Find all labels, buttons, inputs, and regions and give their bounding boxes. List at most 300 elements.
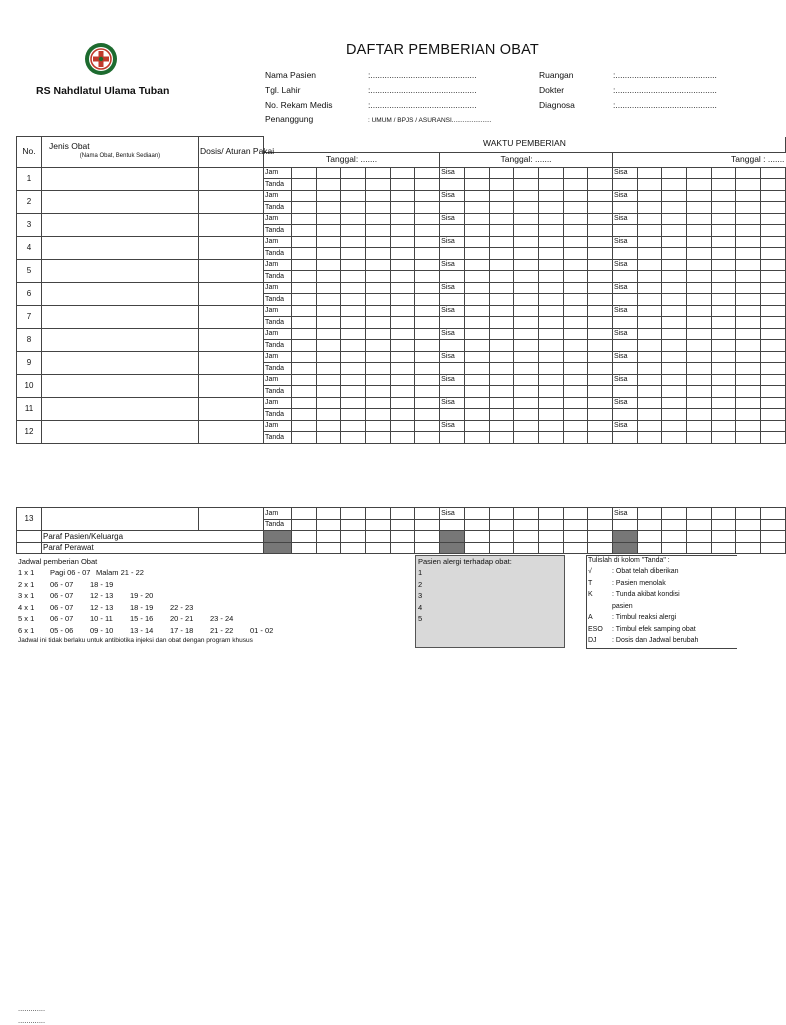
tanda-cell[interactable] — [637, 179, 662, 191]
tanda-cell[interactable] — [415, 409, 440, 421]
jam-cell[interactable] — [711, 328, 736, 340]
jam-cell[interactable] — [514, 351, 539, 363]
tanda-cell[interactable] — [415, 294, 440, 306]
jam-cell[interactable] — [637, 213, 662, 225]
jam-cell[interactable] — [489, 508, 514, 520]
tanda-cell[interactable] — [612, 519, 637, 531]
paraf-cell[interactable] — [662, 542, 687, 554]
jam-cell[interactable] — [761, 351, 786, 363]
jam-cell[interactable] — [761, 259, 786, 271]
jam-cell[interactable] — [464, 420, 489, 432]
jam-cell[interactable] — [538, 305, 563, 317]
paraf-cell[interactable] — [292, 542, 317, 554]
allergy-item[interactable]: 5 — [418, 614, 423, 623]
tanda-cell[interactable] — [464, 294, 489, 306]
jam-cell[interactable] — [662, 282, 687, 294]
tanda-cell[interactable] — [464, 317, 489, 329]
jam-cell[interactable] — [464, 282, 489, 294]
jam-cell[interactable] — [514, 213, 539, 225]
field-value-penanggung[interactable]: : UMUM / BPJS / ASURANSI...................... — [368, 117, 492, 124]
tanda-cell[interactable] — [366, 202, 391, 214]
field-value-dokter[interactable]: :........................................... — [613, 85, 717, 95]
jam-cell[interactable] — [563, 508, 588, 520]
jam-cell[interactable] — [563, 213, 588, 225]
tanda-cell[interactable] — [415, 271, 440, 283]
jam-cell[interactable] — [711, 351, 736, 363]
dose-cell[interactable] — [199, 190, 264, 213]
jam-cell[interactable] — [687, 420, 712, 432]
tanda-cell[interactable] — [390, 202, 415, 214]
jam-cell[interactable] — [292, 190, 317, 202]
paraf-cell[interactable] — [514, 531, 539, 543]
jam-cell[interactable] — [366, 351, 391, 363]
drug-name-cell[interactable] — [42, 351, 199, 374]
paraf-cell[interactable] — [711, 531, 736, 543]
jam-cell[interactable] — [662, 328, 687, 340]
jam-cell[interactable] — [415, 236, 440, 248]
jam-cell[interactable] — [563, 282, 588, 294]
tanda-cell[interactable] — [761, 317, 786, 329]
jam-cell[interactable] — [415, 328, 440, 340]
drug-name-cell[interactable] — [42, 305, 199, 328]
tanda-cell[interactable] — [761, 432, 786, 444]
drug-name-cell[interactable] — [42, 397, 199, 420]
dose-cell[interactable] — [199, 259, 264, 282]
jam-cell[interactable] — [489, 397, 514, 409]
tanda-cell[interactable] — [612, 363, 637, 375]
tanda-cell[interactable] — [489, 340, 514, 352]
jam-cell[interactable] — [563, 259, 588, 271]
dose-cell[interactable] — [199, 420, 264, 443]
jam-cell[interactable] — [464, 508, 489, 520]
tanda-cell[interactable] — [538, 179, 563, 191]
tanda-cell[interactable] — [489, 386, 514, 398]
dose-cell[interactable] — [199, 508, 264, 531]
tanda-cell[interactable] — [440, 294, 465, 306]
tanda-cell[interactable] — [637, 202, 662, 214]
drug-name-cell[interactable] — [42, 420, 199, 443]
jam-cell[interactable] — [736, 508, 761, 520]
jam-cell[interactable] — [637, 259, 662, 271]
tanda-cell[interactable] — [489, 519, 514, 531]
jam-cell[interactable] — [341, 282, 366, 294]
tanda-cell[interactable] — [588, 432, 613, 444]
tanda-cell[interactable] — [588, 409, 613, 421]
drug-name-cell[interactable] — [42, 213, 199, 236]
jam-cell[interactable] — [489, 305, 514, 317]
jam-cell[interactable] — [390, 167, 415, 179]
tanda-cell[interactable] — [440, 271, 465, 283]
paraf-cell[interactable] — [489, 531, 514, 543]
tanda-cell[interactable] — [662, 363, 687, 375]
tanda-cell[interactable] — [687, 432, 712, 444]
dose-cell[interactable] — [199, 282, 264, 305]
tanda-cell[interactable] — [440, 340, 465, 352]
jam-cell[interactable] — [415, 351, 440, 363]
tanda-cell[interactable] — [366, 363, 391, 375]
tanda-cell[interactable] — [761, 386, 786, 398]
tanda-cell[interactable] — [440, 519, 465, 531]
jam-cell[interactable] — [489, 328, 514, 340]
jam-cell[interactable] — [637, 167, 662, 179]
tanda-cell[interactable] — [588, 340, 613, 352]
tanda-cell[interactable] — [489, 294, 514, 306]
tanda-cell[interactable] — [736, 363, 761, 375]
tanda-cell[interactable] — [341, 271, 366, 283]
paraf-cell[interactable] — [415, 531, 440, 543]
tanda-cell[interactable] — [292, 271, 317, 283]
tanda-cell[interactable] — [316, 225, 341, 237]
tanda-cell[interactable] — [514, 363, 539, 375]
jam-cell[interactable] — [662, 351, 687, 363]
jam-cell[interactable] — [366, 282, 391, 294]
tanda-cell[interactable] — [588, 179, 613, 191]
tanda-cell[interactable] — [316, 179, 341, 191]
jam-cell[interactable] — [366, 236, 391, 248]
jam-cell[interactable] — [514, 259, 539, 271]
jam-cell[interactable] — [415, 282, 440, 294]
paraf-cell[interactable] — [563, 542, 588, 554]
jam-cell[interactable] — [563, 167, 588, 179]
tanda-cell[interactable] — [612, 432, 637, 444]
jam-cell[interactable] — [538, 190, 563, 202]
tanda-cell[interactable] — [563, 432, 588, 444]
tanda-cell[interactable] — [538, 432, 563, 444]
allergy-item[interactable]: 3 — [418, 591, 423, 600]
tanda-cell[interactable] — [440, 363, 465, 375]
tanda-cell[interactable] — [440, 179, 465, 191]
jam-cell[interactable] — [687, 167, 712, 179]
tanda-cell[interactable] — [415, 432, 440, 444]
tanda-cell[interactable] — [316, 409, 341, 421]
tanda-cell[interactable] — [440, 409, 465, 421]
drug-name-cell[interactable] — [42, 259, 199, 282]
paraf-cell[interactable] — [687, 542, 712, 554]
tanda-cell[interactable] — [390, 519, 415, 531]
jam-cell[interactable] — [662, 167, 687, 179]
field-value-tgl-lahir[interactable]: :............................................. — [368, 85, 477, 95]
tanda-cell[interactable] — [563, 409, 588, 421]
jam-cell[interactable] — [637, 351, 662, 363]
tanda-cell[interactable] — [761, 363, 786, 375]
tanda-cell[interactable] — [489, 363, 514, 375]
tanda-cell[interactable] — [612, 202, 637, 214]
tanda-cell[interactable] — [588, 363, 613, 375]
tanda-cell[interactable] — [588, 248, 613, 260]
tanda-cell[interactable] — [366, 225, 391, 237]
jam-cell[interactable] — [637, 236, 662, 248]
jam-cell[interactable] — [637, 508, 662, 520]
tanda-cell[interactable] — [366, 248, 391, 260]
tanda-cell[interactable] — [711, 225, 736, 237]
tanda-cell[interactable] — [637, 432, 662, 444]
tanda-cell[interactable] — [563, 363, 588, 375]
paraf-cell[interactable] — [341, 531, 366, 543]
jam-cell[interactable] — [538, 328, 563, 340]
tanda-cell[interactable] — [637, 409, 662, 421]
jam-cell[interactable] — [687, 351, 712, 363]
jam-cell[interactable] — [390, 397, 415, 409]
tanda-cell[interactable] — [563, 519, 588, 531]
tanda-cell[interactable] — [489, 225, 514, 237]
tanda-cell[interactable] — [538, 294, 563, 306]
tanda-cell[interactable] — [538, 519, 563, 531]
jam-cell[interactable] — [538, 508, 563, 520]
tanda-cell[interactable] — [390, 179, 415, 191]
tanda-cell[interactable] — [316, 340, 341, 352]
tanda-cell[interactable] — [316, 248, 341, 260]
tanda-cell[interactable] — [711, 409, 736, 421]
tanda-cell[interactable] — [662, 386, 687, 398]
jam-cell[interactable] — [761, 167, 786, 179]
tanda-cell[interactable] — [736, 317, 761, 329]
tanda-cell[interactable] — [415, 225, 440, 237]
tanda-cell[interactable] — [662, 409, 687, 421]
tanda-cell[interactable] — [687, 225, 712, 237]
jam-cell[interactable] — [390, 351, 415, 363]
tanda-cell[interactable] — [464, 225, 489, 237]
tanda-cell[interactable] — [612, 179, 637, 191]
tanda-cell[interactable] — [736, 432, 761, 444]
tanda-cell[interactable] — [612, 248, 637, 260]
tanda-cell[interactable] — [711, 317, 736, 329]
jam-cell[interactable] — [341, 420, 366, 432]
tanda-cell[interactable] — [687, 317, 712, 329]
tanda-cell[interactable] — [489, 317, 514, 329]
jam-cell[interactable] — [588, 397, 613, 409]
jam-cell[interactable] — [292, 282, 317, 294]
tanda-cell[interactable] — [390, 432, 415, 444]
tanda-cell[interactable] — [390, 225, 415, 237]
tanda-cell[interactable] — [637, 386, 662, 398]
tanda-cell[interactable] — [736, 386, 761, 398]
tanda-cell[interactable] — [415, 202, 440, 214]
tanda-cell[interactable] — [464, 179, 489, 191]
jam-cell[interactable] — [464, 305, 489, 317]
jam-cell[interactable] — [316, 236, 341, 248]
jam-cell[interactable] — [687, 305, 712, 317]
tanda-cell[interactable] — [711, 248, 736, 260]
jam-cell[interactable] — [563, 328, 588, 340]
tanda-cell[interactable] — [514, 519, 539, 531]
tanda-cell[interactable] — [316, 202, 341, 214]
jam-cell[interactable] — [662, 374, 687, 386]
jam-cell[interactable] — [563, 190, 588, 202]
jam-cell[interactable] — [711, 282, 736, 294]
jam-cell[interactable] — [292, 420, 317, 432]
jam-cell[interactable] — [761, 190, 786, 202]
tanda-cell[interactable] — [588, 386, 613, 398]
jam-cell[interactable] — [341, 190, 366, 202]
tanda-cell[interactable] — [637, 225, 662, 237]
tanda-cell[interactable] — [514, 271, 539, 283]
jam-cell[interactable] — [390, 508, 415, 520]
tanda-cell[interactable] — [341, 202, 366, 214]
tanda-cell[interactable] — [736, 225, 761, 237]
tanda-cell[interactable] — [687, 202, 712, 214]
jam-cell[interactable] — [292, 305, 317, 317]
jam-cell[interactable] — [366, 167, 391, 179]
tanda-cell[interactable] — [390, 340, 415, 352]
tanda-cell[interactable] — [415, 317, 440, 329]
drug-name-cell[interactable] — [42, 374, 199, 397]
paraf-cell[interactable] — [588, 531, 613, 543]
jam-cell[interactable] — [761, 282, 786, 294]
jam-cell[interactable] — [292, 167, 317, 179]
tanda-cell[interactable] — [464, 386, 489, 398]
tanda-cell[interactable] — [440, 225, 465, 237]
tanda-cell[interactable] — [538, 340, 563, 352]
field-value-diagnosa[interactable]: :........................................... — [613, 100, 717, 110]
tanda-cell[interactable] — [637, 294, 662, 306]
jam-cell[interactable] — [687, 328, 712, 340]
tanda-cell[interactable] — [514, 294, 539, 306]
allergy-item[interactable]: 1 — [418, 568, 423, 577]
jam-cell[interactable] — [316, 397, 341, 409]
jam-cell[interactable] — [662, 259, 687, 271]
jam-cell[interactable] — [514, 397, 539, 409]
tanda-cell[interactable] — [341, 294, 366, 306]
jam-cell[interactable] — [711, 259, 736, 271]
tanda-cell[interactable] — [341, 519, 366, 531]
jam-cell[interactable] — [662, 508, 687, 520]
tanda-cell[interactable] — [637, 317, 662, 329]
paraf-cell[interactable] — [637, 531, 662, 543]
paraf-cell[interactable] — [736, 531, 761, 543]
tanda-cell[interactable] — [711, 386, 736, 398]
jam-cell[interactable] — [736, 213, 761, 225]
tanda-cell[interactable] — [415, 363, 440, 375]
date-header-1[interactable]: Tanggal: ....... — [264, 152, 440, 167]
tanda-cell[interactable] — [292, 317, 317, 329]
tanda-cell[interactable] — [415, 248, 440, 260]
jam-cell[interactable] — [687, 397, 712, 409]
tanda-cell[interactable] — [366, 340, 391, 352]
jam-cell[interactable] — [736, 397, 761, 409]
jam-cell[interactable] — [687, 190, 712, 202]
tanda-cell[interactable] — [736, 340, 761, 352]
date-header-3[interactable]: Tanggal : ....... — [612, 152, 785, 167]
tanda-cell[interactable] — [538, 225, 563, 237]
jam-cell[interactable] — [637, 397, 662, 409]
tanda-cell[interactable] — [538, 271, 563, 283]
jam-cell[interactable] — [514, 190, 539, 202]
tanda-cell[interactable] — [687, 409, 712, 421]
paraf-cell[interactable] — [761, 531, 786, 543]
jam-cell[interactable] — [341, 397, 366, 409]
tanda-cell[interactable] — [366, 294, 391, 306]
jam-cell[interactable] — [341, 213, 366, 225]
tanda-cell[interactable] — [662, 271, 687, 283]
dose-cell[interactable] — [199, 167, 264, 190]
dose-cell[interactable] — [199, 236, 264, 259]
jam-cell[interactable] — [711, 213, 736, 225]
jam-cell[interactable] — [736, 236, 761, 248]
jam-cell[interactable] — [538, 236, 563, 248]
tanda-cell[interactable] — [366, 179, 391, 191]
tanda-cell[interactable] — [440, 432, 465, 444]
tanda-cell[interactable] — [366, 317, 391, 329]
jam-cell[interactable] — [415, 259, 440, 271]
paraf-cell[interactable] — [415, 542, 440, 554]
jam-cell[interactable] — [514, 282, 539, 294]
tanda-cell[interactable] — [390, 248, 415, 260]
jam-cell[interactable] — [514, 167, 539, 179]
jam-cell[interactable] — [366, 190, 391, 202]
tanda-cell[interactable] — [341, 432, 366, 444]
jam-cell[interactable] — [588, 167, 613, 179]
tanda-cell[interactable] — [366, 409, 391, 421]
jam-cell[interactable] — [415, 397, 440, 409]
jam-cell[interactable] — [588, 328, 613, 340]
tanda-cell[interactable] — [662, 225, 687, 237]
paraf-cell[interactable] — [538, 531, 563, 543]
paraf-cell[interactable] — [366, 542, 391, 554]
tanda-cell[interactable] — [464, 202, 489, 214]
jam-cell[interactable] — [761, 328, 786, 340]
tanda-cell[interactable] — [538, 409, 563, 421]
tanda-cell[interactable] — [736, 519, 761, 531]
jam-cell[interactable] — [588, 282, 613, 294]
jam-cell[interactable] — [514, 328, 539, 340]
dose-cell[interactable] — [199, 397, 264, 420]
tanda-cell[interactable] — [489, 179, 514, 191]
jam-cell[interactable] — [366, 508, 391, 520]
tanda-cell[interactable] — [736, 294, 761, 306]
tanda-cell[interactable] — [489, 271, 514, 283]
paraf-cell[interactable] — [538, 542, 563, 554]
jam-cell[interactable] — [736, 259, 761, 271]
jam-cell[interactable] — [316, 213, 341, 225]
tanda-cell[interactable] — [415, 519, 440, 531]
tanda-cell[interactable] — [341, 248, 366, 260]
tanda-cell[interactable] — [761, 409, 786, 421]
tanda-cell[interactable] — [711, 202, 736, 214]
tanda-cell[interactable] — [341, 317, 366, 329]
tanda-cell[interactable] — [687, 386, 712, 398]
jam-cell[interactable] — [687, 508, 712, 520]
paraf-cell[interactable] — [687, 531, 712, 543]
tanda-cell[interactable] — [292, 225, 317, 237]
paraf-cell[interactable] — [390, 542, 415, 554]
tanda-cell[interactable] — [662, 432, 687, 444]
jam-cell[interactable] — [637, 282, 662, 294]
tanda-cell[interactable] — [612, 317, 637, 329]
tanda-cell[interactable] — [612, 271, 637, 283]
jam-cell[interactable] — [390, 259, 415, 271]
tanda-cell[interactable] — [341, 409, 366, 421]
jam-cell[interactable] — [489, 167, 514, 179]
jam-cell[interactable] — [366, 397, 391, 409]
tanda-cell[interactable] — [514, 409, 539, 421]
field-value-ruangan[interactable]: :........................................... — [613, 70, 717, 80]
tanda-cell[interactable] — [514, 202, 539, 214]
jam-cell[interactable] — [415, 374, 440, 386]
jam-cell[interactable] — [366, 374, 391, 386]
tanda-cell[interactable] — [514, 179, 539, 191]
jam-cell[interactable] — [292, 259, 317, 271]
field-value-rekam-medis[interactable]: :............................................. — [368, 100, 477, 110]
tanda-cell[interactable] — [687, 519, 712, 531]
tanda-cell[interactable] — [736, 409, 761, 421]
tanda-cell[interactable] — [514, 248, 539, 260]
tanda-cell[interactable] — [292, 202, 317, 214]
tanda-cell[interactable] — [316, 271, 341, 283]
jam-cell[interactable] — [662, 213, 687, 225]
tanda-cell[interactable] — [711, 179, 736, 191]
tanda-cell[interactable] — [563, 294, 588, 306]
jam-cell[interactable] — [316, 328, 341, 340]
